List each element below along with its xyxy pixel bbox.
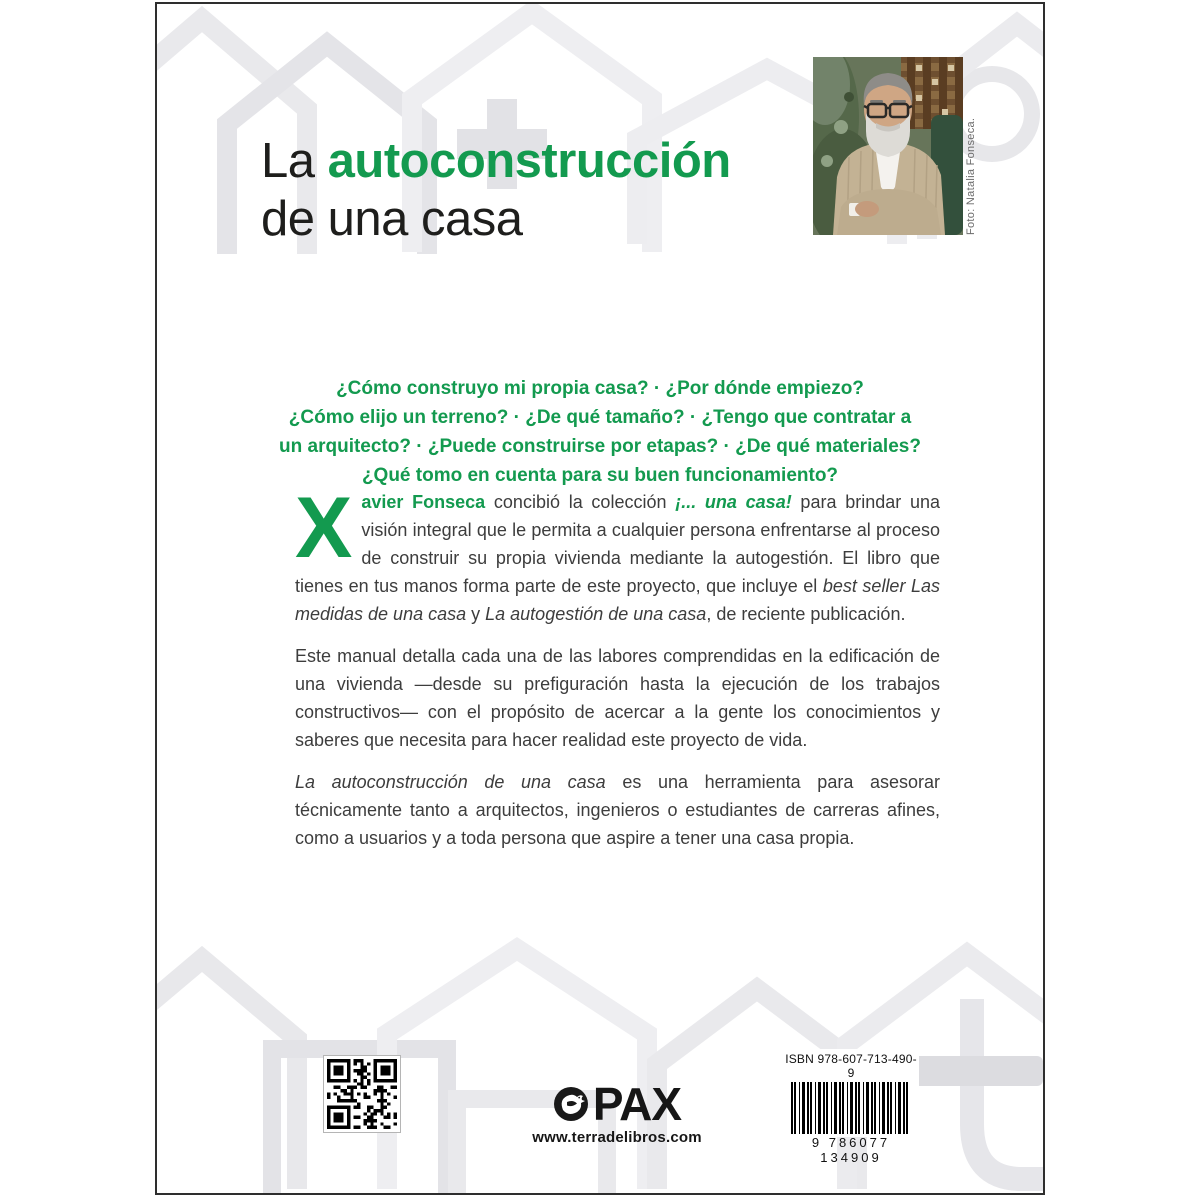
publisher-logo-row bbox=[522, 1078, 712, 1130]
qr-code-icon bbox=[327, 1059, 397, 1129]
barcode-digits: 9 786077 134909 bbox=[811, 1135, 891, 1165]
title-line-1 bbox=[261, 132, 731, 190]
barcode-bars bbox=[791, 1082, 911, 1134]
publisher-logo bbox=[522, 1078, 712, 1146]
book-title bbox=[261, 132, 731, 248]
isbn-label: ISBN 978-607-713-490-9 bbox=[785, 1052, 917, 1080]
dove-icon bbox=[553, 1086, 589, 1122]
paragraph-2 bbox=[295, 642, 940, 754]
title-prefix: La bbox=[261, 134, 315, 188]
question-line: ¿Cómo construyo mi propia casa? · ¿Por dónde empiezo? bbox=[336, 378, 864, 399]
publisher-website: www.terradelibros.com bbox=[532, 1129, 702, 1146]
paragraph-2-text: Este manual detalla cada una de las labores comprendidas en la edificación de una vivienda —desde su prefiguración hasta la ejecución de los trabajos constructivos— con el propósito de acercar a la gente los conocimientos y saberes que necesita para hacer realidad este proyecto de vida. bbox=[295, 646, 940, 750]
paragraph-3-text: La autoconstrucción de una casa es una herramienta para asesorar técnicamente tanto a arquitectos, ingenieros o estudiantes de carreras afines, como a usuarios y a toda persona que aspire a tener una casa propia. bbox=[295, 772, 940, 848]
book-back-cover bbox=[155, 2, 1045, 1195]
title-line-2: de una casa bbox=[261, 192, 523, 246]
dropcap-x: X bbox=[295, 480, 353, 576]
barcode bbox=[783, 1049, 919, 1165]
back-cover-text bbox=[295, 480, 941, 866]
question-line: ¿Cómo elijo un terreno? · ¿De qué tamaño? · ¿Tengo que contratar a bbox=[288, 407, 912, 428]
question-line: un arquitecto? · ¿Puede construirse por etapas? · ¿De qué materiales? bbox=[279, 436, 921, 457]
paragraph-3 bbox=[295, 768, 940, 852]
question-line: ¿Qué tomo en cuenta para su buen funcionamiento? bbox=[361, 465, 839, 486]
photo-credit: Foto: Natalia Fonseca. bbox=[965, 117, 977, 235]
qr-code bbox=[323, 1055, 401, 1133]
title-highlight: autoconstrucción bbox=[327, 134, 731, 188]
paragraph-1-text: avier Fonseca concibió la colección ¡... una casa! para brindar una visión integral que le permita a cualquier persona enfrentarse al proceso de construir su propia vivienda mediante la autogestión. El libro que tienes en tus manos forma parte de este proyecto, que incluye el best seller Las medidas de una casa y La autogestión de una casa, de reciente publicación. bbox=[295, 492, 941, 624]
paragraph-1 bbox=[295, 480, 941, 628]
questions-block bbox=[260, 374, 940, 490]
author-photo bbox=[813, 57, 963, 235]
publisher-name: PAX bbox=[592, 1078, 682, 1130]
